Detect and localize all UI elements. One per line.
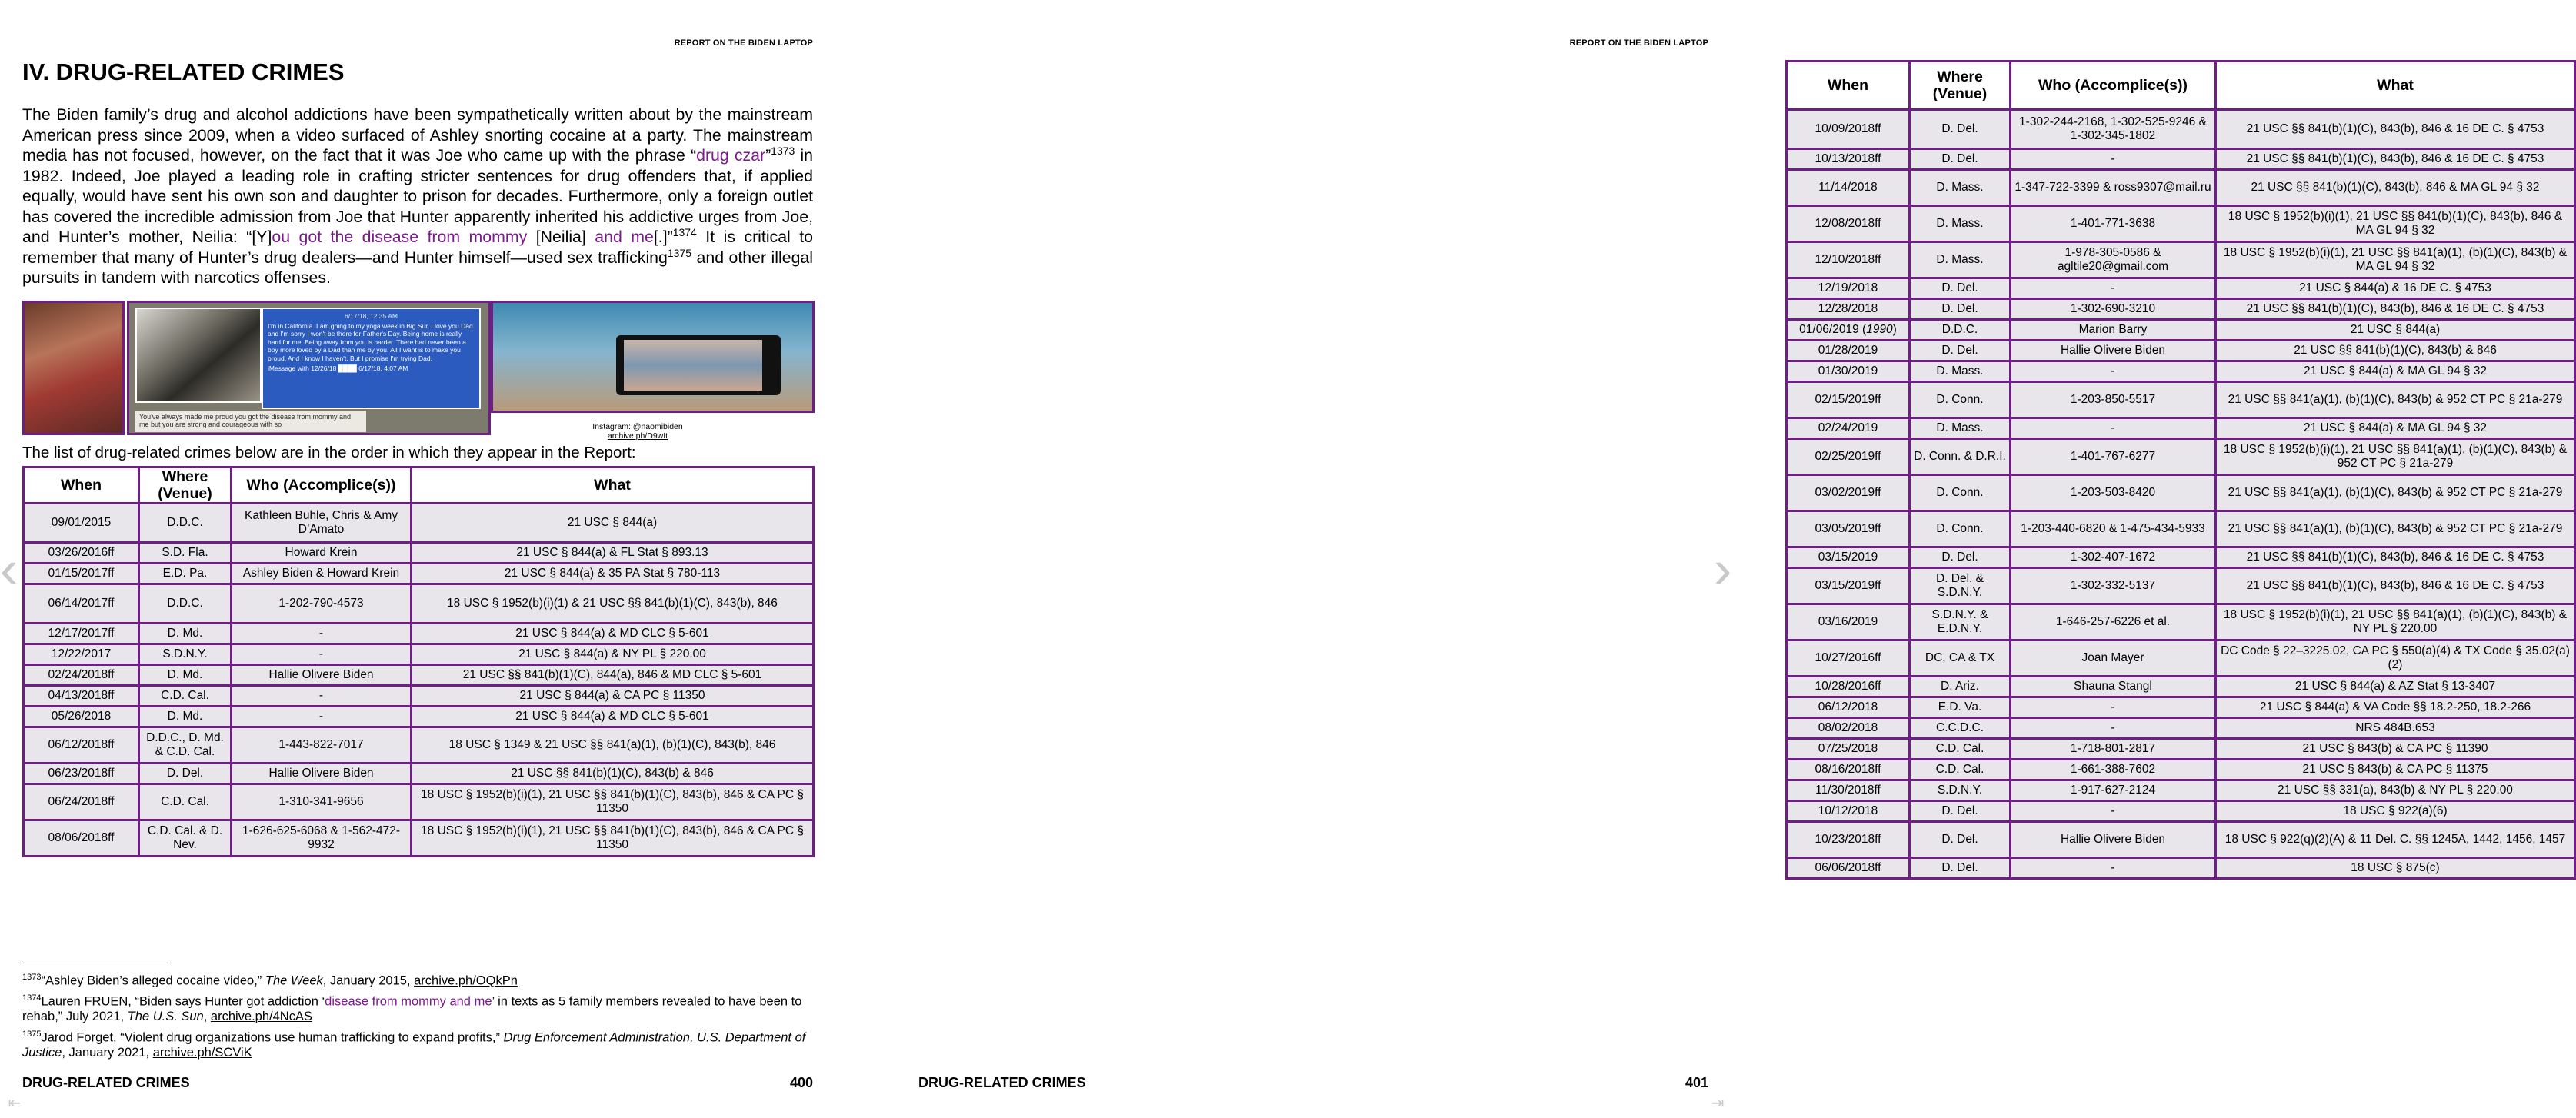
cell-when: 06/12/2018ff xyxy=(25,728,138,762)
cell-when: 02/24/2018ff xyxy=(25,666,138,684)
column-header-who: Who (Accomplice(s)) xyxy=(2011,62,2214,108)
cell-where: D. Md. xyxy=(140,707,230,726)
imessage-text: I'm in California. I am going to my yoga week in Big Sur. I love you Dad and I'm sorry I won't be there for Father's Day. Being home is really hard for me. Being away from you is harder. There had never been a boy more loved by a Dad than me by you. All I want is to make you proud. And I know I haven't. But I promise I'm trying Dad. xyxy=(268,321,473,362)
table-row xyxy=(25,564,812,583)
cell-who: 1-661-388-7602 xyxy=(2011,760,2214,779)
crimes-table-right xyxy=(1785,60,2576,880)
cell-who: 1-203-850-5517 xyxy=(2011,383,2214,417)
cell-when: 01/15/2017ff xyxy=(25,564,138,583)
footnote-1373: $^{1373}$“Ashley Biden’s alleged cocaine video,” The Week, January 2015, archive.ph/OQkPn xyxy=(22,973,518,988)
cell-what: 21 USC § 844(a) & FL Stat § 893.13 xyxy=(412,544,812,562)
table-row xyxy=(1788,569,2574,603)
cell-who: Howard Krein xyxy=(232,544,410,562)
cell-when: 10/28/2016ff xyxy=(1788,677,1908,696)
cell-where: E.D. Va. xyxy=(1911,698,2009,717)
cell-when: 10/09/2018ff xyxy=(1788,111,1908,148)
cell-when: 06/06/2018ff xyxy=(1788,859,1908,877)
cell-who: 1-917-627-2124 xyxy=(2011,781,2214,800)
cell-where: C.D. Cal. xyxy=(140,687,230,705)
cell-who: 1-302-407-1672 xyxy=(2011,548,2214,567)
cell-where: D.D.C., D. Md. & C.D. Cal. xyxy=(140,728,230,762)
table-row xyxy=(1788,383,2574,417)
cell-where: D. Del. xyxy=(1911,300,2009,318)
cell-what: 21 USC § 844(a) & MA GL 94 § 32 xyxy=(2217,419,2574,438)
table-row xyxy=(1788,279,2574,298)
cell-who: 1-302-244-2168, 1-302-525-9246 & 1-302-345-1802 xyxy=(2011,111,2214,148)
cell-where: D. Conn. xyxy=(1911,512,2009,546)
cell-who: 1-203-440-6820 & 1-475-434-5933 xyxy=(2011,512,2214,546)
cell-when: 01/28/2019 xyxy=(1788,341,1908,360)
cell-when: 04/13/2018ff xyxy=(25,687,138,705)
cell-where: D. Mass. xyxy=(1911,207,2009,241)
cell-where: D. Del. xyxy=(1911,341,2009,360)
cell-what: 21 USC § 844(a) & AZ Stat § 13-3407 xyxy=(2217,677,2574,696)
cell-who: - xyxy=(232,707,410,726)
table-row xyxy=(1788,440,2574,474)
portrait-photo xyxy=(22,301,125,435)
table-row xyxy=(1788,548,2574,567)
highlighted-quote: drug czar xyxy=(696,146,766,165)
page-number: 400 xyxy=(789,1075,813,1090)
cell-when: 10/27/2016ff xyxy=(1788,641,1908,675)
imessage-timestamp: 6/17/18, 12:35 AM xyxy=(345,312,398,320)
cell-who: - xyxy=(232,624,410,643)
cell-when: 06/23/2018ff xyxy=(25,764,138,783)
column-header-where: Where (Venue) xyxy=(140,468,230,502)
table-row xyxy=(1788,111,2574,148)
cell-who: Joan Mayer xyxy=(2011,641,2214,675)
cell-what: 21 USC §§ 841(b)(1)(C), 843(b), 846 & 16 DE C. § 4753 xyxy=(2217,150,2574,168)
highlighted-quote: and me xyxy=(595,228,654,246)
page-401 xyxy=(867,0,2570,1118)
cell-when: 10/23/2018ff xyxy=(1788,823,1908,857)
cell-who: 1-718-801-2817 xyxy=(2011,740,2214,758)
first-page-icon[interactable]: ⇤ xyxy=(8,1095,22,1112)
intro-paragraph: The Biden family’s drug and alcohol addictions have been sympathetically written about by the mainstream American press since 2009, when a video surfaced of Ashley snorting cocaine at a party. The mainstream media has not focused, however, on the fact that it was Joe who came up with the phrase “drug czar”$^{1373}$ in 1982. Indeed, Joe played a leading role in crafting stricter sentences for drug offenders that, if applied equally, would have sent his own son and daughter to prison for decades. Furthermore, only a foreign outlet has covered the incredible admission from Joe that Hunter apparently inherited his addictive urges from Joe, and Hunter’s mother, Neilia: “[Y]ou got the disease from mommy [Neilia] and me[.]”$^{1374}$ It is critical to remember that many of Hunter’s drug dealers—and Hunter himself—used sex trafficking$^{1375}$ and other illegal pursuits in tandem with narcotics offenses. xyxy=(22,105,813,287)
cell-what: 18 USC § 1349 & 21 USC §§ 841(a)(1), (b)(1)(C), 843(b), 846 xyxy=(412,728,812,762)
table-row xyxy=(1788,677,2574,696)
cell-where: D. Mass. xyxy=(1911,419,2009,438)
table-row xyxy=(1788,512,2574,546)
cell-when: 12/22/2017 xyxy=(25,645,138,664)
photo-credit xyxy=(561,422,715,441)
cell-when: 12/19/2018 xyxy=(1788,279,1908,298)
cell-when: 07/25/2018 xyxy=(1788,740,1908,758)
cell-when: 12/17/2017ff xyxy=(25,624,138,643)
cell-what: 21 USC §§ 841(b)(1)(C), 843(b), 846 & 16 DE C. § 4753 xyxy=(2217,111,2574,148)
cell-when: 02/24/2019 xyxy=(1788,419,1908,438)
cell-what: 21 USC §§ 841(b)(1)(C), 843(b), 846 & 16 DE C. § 4753 xyxy=(2217,548,2574,567)
cell-what: 18 USC § 1952(b)(i)(1) & 21 USC §§ 841(b)(1)(C), 843(b), 846 xyxy=(412,585,812,622)
highlighted-quote: ou got the disease from mommy xyxy=(272,228,528,246)
cell-when: 12/10/2018ff xyxy=(1788,243,1908,277)
footnote-link[interactable]: archive.ph/SCViK xyxy=(152,1045,252,1060)
cell-when: 03/15/2019 xyxy=(1788,548,1908,567)
page-400 xyxy=(0,0,867,1118)
cell-where: D.D.C. xyxy=(140,504,230,541)
cell-what: DC Code § 22–3225.02, CA PC § 550(a)(4) & TX Code § 35.02(a)(2) xyxy=(2217,641,2574,675)
cell-who: 1-202-790-4573 xyxy=(232,585,410,622)
cell-where: D. Md. xyxy=(140,666,230,684)
cell-when: 01/06/2019 (1990) xyxy=(1788,321,1908,339)
cell-when: 03/02/2019ff xyxy=(1788,476,1908,510)
cell-where: S.D.N.Y. & E.D.N.Y. xyxy=(1911,605,2009,639)
cell-who: - xyxy=(2011,150,2214,168)
cell-who: 1-401-767-6277 xyxy=(2011,440,2214,474)
cell-what: 21 USC §§ 841(a)(1), (b)(1)(C), 843(b) & 952 CT PC § 21a-279 xyxy=(2217,383,2574,417)
cell-when: 10/13/2018ff xyxy=(1788,150,1908,168)
footnote-1375: $^{1375}$Jarod Forget, “Violent drug organizations use human trafficking to expand profits,” Drug Enforcement Administration, U.S. Department of Justice, January 2021, archive.ph/SCViK xyxy=(22,1029,806,1060)
cell-where: S.D.N.Y. xyxy=(140,645,230,664)
table-row xyxy=(1788,243,2574,277)
cell-where: D. Del. xyxy=(1911,548,2009,567)
cell-what: 21 USC § 844(a) xyxy=(2217,321,2574,339)
cell-where: C.C.D.C. xyxy=(1911,719,2009,737)
table-row xyxy=(1788,698,2574,717)
table-row xyxy=(25,666,812,684)
cell-what: 21 USC §§ 841(a)(1), (b)(1)(C), 843(b) & 952 CT PC § 21a-279 xyxy=(2217,476,2574,510)
cell-who: Shauna Stangl xyxy=(2011,677,2214,696)
cell-who: 1-347-722-3399 & ross9307@mail.ru xyxy=(2011,171,2214,205)
cell-where: S.D. Fla. xyxy=(140,544,230,562)
cell-where: S.D.N.Y. xyxy=(1911,781,2009,800)
cell-when: 02/25/2019ff xyxy=(1788,440,1908,474)
imessage-bubble xyxy=(262,308,481,409)
cell-what: 21 USC § 843(b) & CA PC § 11390 xyxy=(2217,740,2574,758)
cell-what: 21 USC §§ 331(a), 843(b) & NY PL § 220.00 xyxy=(2217,781,2574,800)
footnote-link[interactable]: archive.ph/4NcAS xyxy=(210,1010,312,1023)
imessage-screenshot-photo xyxy=(127,301,491,435)
footer-label: DRUG-RELATED CRIMES xyxy=(918,1075,1086,1090)
cell-where: D. Conn. xyxy=(1911,476,2009,510)
column-header-when: When xyxy=(1788,62,1908,108)
cell-who: Hallie Olivere Biden xyxy=(232,666,410,684)
table-row xyxy=(1788,859,2574,877)
table-row xyxy=(1788,419,2574,438)
cell-where: D.D.C. xyxy=(140,585,230,622)
imessage-footer: iMessage with 12/26/18 ████ 6/17/18, 4:07 AM xyxy=(268,364,408,372)
table-row xyxy=(1788,341,2574,360)
table-row xyxy=(1788,321,2574,339)
footnote-link[interactable]: archive.ph/OQkPn xyxy=(414,973,518,988)
cell-what: 18 USC § 1952(b)(i)(1), 21 USC §§ 841(a)(1), (b)(1)(C), 843(b) & NY PL § 220.00 xyxy=(2217,605,2574,639)
cell-where: D.D.C. xyxy=(1911,321,2009,339)
father-son-photo xyxy=(135,308,262,403)
cell-when: 03/05/2019ff xyxy=(1788,512,1908,546)
cell-what: 21 USC §§ 841(b)(1)(C), 843(b), 846 & MA GL 94 § 32 xyxy=(2217,171,2574,205)
footnote-ref: 1375 xyxy=(667,246,692,259)
cell-what: 21 USC §§ 841(b)(1)(C), 843(b), 846 & 16 DE C. § 4753 xyxy=(2217,569,2574,603)
reply-caption: You've always made me proud you got the disease from mommy and me but you are strong and courageous with so xyxy=(135,411,366,432)
table-row xyxy=(25,645,812,664)
cell-who: - xyxy=(2011,859,2214,877)
running-header: REPORT ON THE BIDEN LAPTOP xyxy=(1569,38,1708,48)
cell-when: 11/14/2018 xyxy=(1788,171,1908,205)
table-row xyxy=(1788,719,2574,737)
cell-who: - xyxy=(2011,419,2214,438)
cell-who: 1-401-771-3638 xyxy=(2011,207,2214,241)
table-row xyxy=(1788,781,2574,800)
cell-where: D. Del. xyxy=(1911,111,2009,148)
cell-who: - xyxy=(2011,362,2214,381)
table-body xyxy=(1788,111,2574,877)
cell-where: D. Del. xyxy=(1911,279,2009,298)
cell-where: D. Mass. xyxy=(1911,362,2009,381)
cell-where: D. Mass. xyxy=(1911,171,2009,205)
section-title: IV. DRUG-RELATED CRIMES xyxy=(22,58,345,85)
cell-when: 06/12/2018 xyxy=(1788,698,1908,717)
cell-where: D. Conn. xyxy=(1911,383,2009,417)
cell-what: 21 USC § 844(a) & MD CLC § 5-601 xyxy=(412,707,812,726)
column-header-who: Who (Accomplice(s)) xyxy=(232,468,410,502)
cell-who: 1-302-332-5137 xyxy=(2011,569,2214,603)
cell-what: 21 USC § 844(a) & NY PL § 220.00 xyxy=(412,645,812,664)
last-page-icon[interactable]: ⇥ xyxy=(1711,1095,1725,1112)
column-header-where: Where (Venue) xyxy=(1911,62,2009,108)
chevron-right-icon[interactable]: › xyxy=(1714,539,1732,599)
cell-what: 21 USC §§ 841(b)(1)(C), 843(b), 846 & 16 DE C. § 4753 xyxy=(2217,300,2574,318)
cell-when: 03/16/2019 xyxy=(1788,605,1908,639)
table-row xyxy=(25,544,812,562)
footer-label: DRUG-RELATED CRIMES xyxy=(22,1075,190,1090)
cell-what: 21 USC § 844(a) xyxy=(412,504,812,541)
cell-where: C.D. Cal. & D. Nev. xyxy=(140,821,230,855)
cell-where: D. Conn. & D.R.I. xyxy=(1911,440,2009,474)
table-row xyxy=(1788,300,2574,318)
cell-what: 21 USC § 843(b) & CA PC § 11375 xyxy=(2217,760,2574,779)
footnote-ref: 1373 xyxy=(771,144,795,157)
footnote-ref: 1374 xyxy=(672,225,697,238)
table-row xyxy=(25,585,812,622)
table-row xyxy=(1788,760,2574,779)
cell-who: - xyxy=(232,645,410,664)
table-row xyxy=(1788,171,2574,205)
cell-who: 1-978-305-0586 & agltile20@gmail.com xyxy=(2011,243,2214,277)
cell-when: 06/14/2017ff xyxy=(25,585,138,622)
table-body xyxy=(25,504,812,855)
table-row xyxy=(25,785,812,819)
cell-what: 18 USC § 1952(b)(i)(1), 21 USC §§ 841(a)(1), (b)(1)(C), 843(b) & MA GL 94 § 32 xyxy=(2217,243,2574,277)
cell-when: 12/28/2018 xyxy=(1788,300,1908,318)
cell-where: D. Mass. xyxy=(1911,243,2009,277)
table-row xyxy=(1788,740,2574,758)
cell-what: 18 USC § 1952(b)(i)(1), 21 USC §§ 841(b)(1)(C), 843(b), 846 & MA GL 94 § 32 xyxy=(2217,207,2574,241)
cell-where: DC, CA & TX xyxy=(1911,641,2009,675)
cell-what: 21 USC § 844(a) & VA Code §§ 18.2-250, 18.2-266 xyxy=(2217,698,2574,717)
photo-credit-text: Instagram: @naomibiden xyxy=(592,422,683,431)
photo-credit-link[interactable]: archive.ph/D9wIt xyxy=(607,431,668,441)
cell-where: D. Del. xyxy=(1911,802,2009,820)
column-header-when: When xyxy=(25,468,138,502)
cell-what: 21 USC § 844(a) & CA PC § 11350 xyxy=(412,687,812,705)
cell-where: D. Ariz. xyxy=(1911,677,2009,696)
cell-when: 05/26/2018 xyxy=(25,707,138,726)
cell-where: E.D. Pa. xyxy=(140,564,230,583)
column-header-what: What xyxy=(412,468,812,502)
cell-when: 09/01/2015 xyxy=(25,504,138,541)
table-row xyxy=(1788,150,2574,168)
table-row xyxy=(1788,362,2574,381)
cell-where: C.D. Cal. xyxy=(140,785,230,819)
table-row xyxy=(25,624,812,643)
cell-where: C.D. Cal. xyxy=(1911,760,2009,779)
cell-where: D. Del. xyxy=(1911,859,2009,877)
cell-who: 1-646-257-6226 et al. xyxy=(2011,605,2214,639)
table-row xyxy=(1788,476,2574,510)
phone-screen xyxy=(624,340,762,391)
footnotes xyxy=(22,970,815,1063)
cell-who: - xyxy=(232,687,410,705)
cell-what: 21 USC §§ 841(b)(1)(C), 843(b) & 846 xyxy=(2217,341,2574,360)
cell-who: 1-310-341-9656 xyxy=(232,785,410,819)
table-row xyxy=(1788,641,2574,675)
cell-when: 12/08/2018ff xyxy=(1788,207,1908,241)
cell-who: - xyxy=(2011,719,2214,737)
cell-what: 21 USC § 844(a) & MD CLC § 5-601 xyxy=(412,624,812,643)
cell-what: 21 USC § 844(a) & 35 PA Stat § 780-113 xyxy=(412,564,812,583)
cell-when: 02/15/2019ff xyxy=(1788,383,1908,417)
cell-where: D. Del. xyxy=(1911,823,2009,857)
cell-what: 21 USC §§ 841(b)(1)(C), 844(a), 846 & MD CLC § 5-601 xyxy=(412,666,812,684)
cell-what: 18 USC § 875(c) xyxy=(2217,859,2574,877)
cell-what: 21 USC §§ 841(a)(1), (b)(1)(C), 843(b) & 952 CT PC § 21a-279 xyxy=(2217,512,2574,546)
table-row xyxy=(25,821,812,855)
table-row xyxy=(25,707,812,726)
cell-when: 08/06/2018ff xyxy=(25,821,138,855)
cell-what: 18 USC § 1952(b)(i)(1), 21 USC §§ 841(a)(1), (b)(1)(C), 843(b) & 952 CT PC § 21a-279 xyxy=(2217,440,2574,474)
cell-who: Ashley Biden & Howard Krein xyxy=(232,564,410,583)
cell-when: 08/16/2018ff xyxy=(1788,760,1908,779)
cell-what: 18 USC § 1952(b)(i)(1), 21 USC §§ 841(b)(1)(C), 843(b), 846 & CA PC § 11350 xyxy=(412,821,812,855)
cell-what: NRS 484B.653 xyxy=(2217,719,2574,737)
cell-when: 03/26/2016ff xyxy=(25,544,138,562)
cell-who: - xyxy=(2011,802,2214,820)
cell-when: 10/12/2018 xyxy=(1788,802,1908,820)
list-intro: The list of drug-related crimes below are in the order in which they appear in the Report: xyxy=(22,444,636,461)
cell-when: 06/24/2018ff xyxy=(25,785,138,819)
footnote-1374: $^{1374}$Lauren FRUEN, “Biden says Hunter got addiction ‘disease from mommy and me’ in texts as 5 family members revealed to have been to rehab,” July 2021, The U.S. Sun, archive.ph/4NcAS xyxy=(22,993,802,1023)
cell-what: 21 USC § 844(a) & 16 DE C. § 4753 xyxy=(2217,279,2574,298)
cell-when: 03/15/2019ff xyxy=(1788,569,1908,603)
cell-who: 1-626-625-6068 & 1-562-472-9932 xyxy=(232,821,410,855)
table-row xyxy=(25,764,812,783)
cell-what: 18 USC § 922(a)(6) xyxy=(2217,802,2574,820)
cell-what: 21 USC §§ 841(b)(1)(C), 843(b) & 846 xyxy=(412,764,812,783)
cell-where: D. Del. xyxy=(1911,150,2009,168)
column-header-what: What xyxy=(2217,62,2574,108)
phone-eyes-photo xyxy=(491,301,815,413)
cell-what: 18 USC § 922(q)(2)(A) & 11 Del. C. §§ 1245A, 1442, 1456, 1457 xyxy=(2217,823,2574,857)
table-row xyxy=(1788,823,2574,857)
cell-who: - xyxy=(2011,698,2214,717)
table-row xyxy=(1788,802,2574,820)
cell-who: Marion Barry xyxy=(2011,321,2214,339)
table-row xyxy=(25,504,812,541)
cell-what: 18 USC § 1952(b)(i)(1), 21 USC §§ 841(b)(1)(C), 843(b), 846 & CA PC § 11350 xyxy=(412,785,812,819)
photo-strip xyxy=(22,301,815,441)
table-row xyxy=(25,687,812,705)
table-row xyxy=(25,728,812,762)
cell-who: 1-443-822-7017 xyxy=(232,728,410,762)
cell-where: D. Del. xyxy=(140,764,230,783)
crimes-table-left xyxy=(22,466,815,857)
page-number: 401 xyxy=(1685,1075,1708,1090)
table-row xyxy=(1788,605,2574,639)
cell-where: C.D. Cal. xyxy=(1911,740,2009,758)
chevron-left-icon[interactable]: ‹ xyxy=(0,539,18,599)
cell-when: 11/30/2018ff xyxy=(1788,781,1908,800)
cell-when: 01/30/2019 xyxy=(1788,362,1908,381)
running-header: REPORT ON THE BIDEN LAPTOP xyxy=(674,38,813,48)
cell-who: - xyxy=(2011,279,2214,298)
cell-where: D. Del. & S.D.N.Y. xyxy=(1911,569,2009,603)
cell-who: 1-203-503-8420 xyxy=(2011,476,2214,510)
cell-when: 08/02/2018 xyxy=(1788,719,1908,737)
cell-who: Hallie Olivere Biden xyxy=(232,764,410,783)
cell-who: Hallie Olivere Biden xyxy=(2011,341,2214,360)
cell-what: 21 USC § 844(a) & MA GL 94 § 32 xyxy=(2217,362,2574,381)
cell-who: Kathleen Buhle, Chris & Amy D’Amato xyxy=(232,504,410,541)
cell-who: 1-302-690-3210 xyxy=(2011,300,2214,318)
table-row xyxy=(1788,207,2574,241)
cell-who: Hallie Olivere Biden xyxy=(2011,823,2214,857)
cell-where: D. Md. xyxy=(140,624,230,643)
